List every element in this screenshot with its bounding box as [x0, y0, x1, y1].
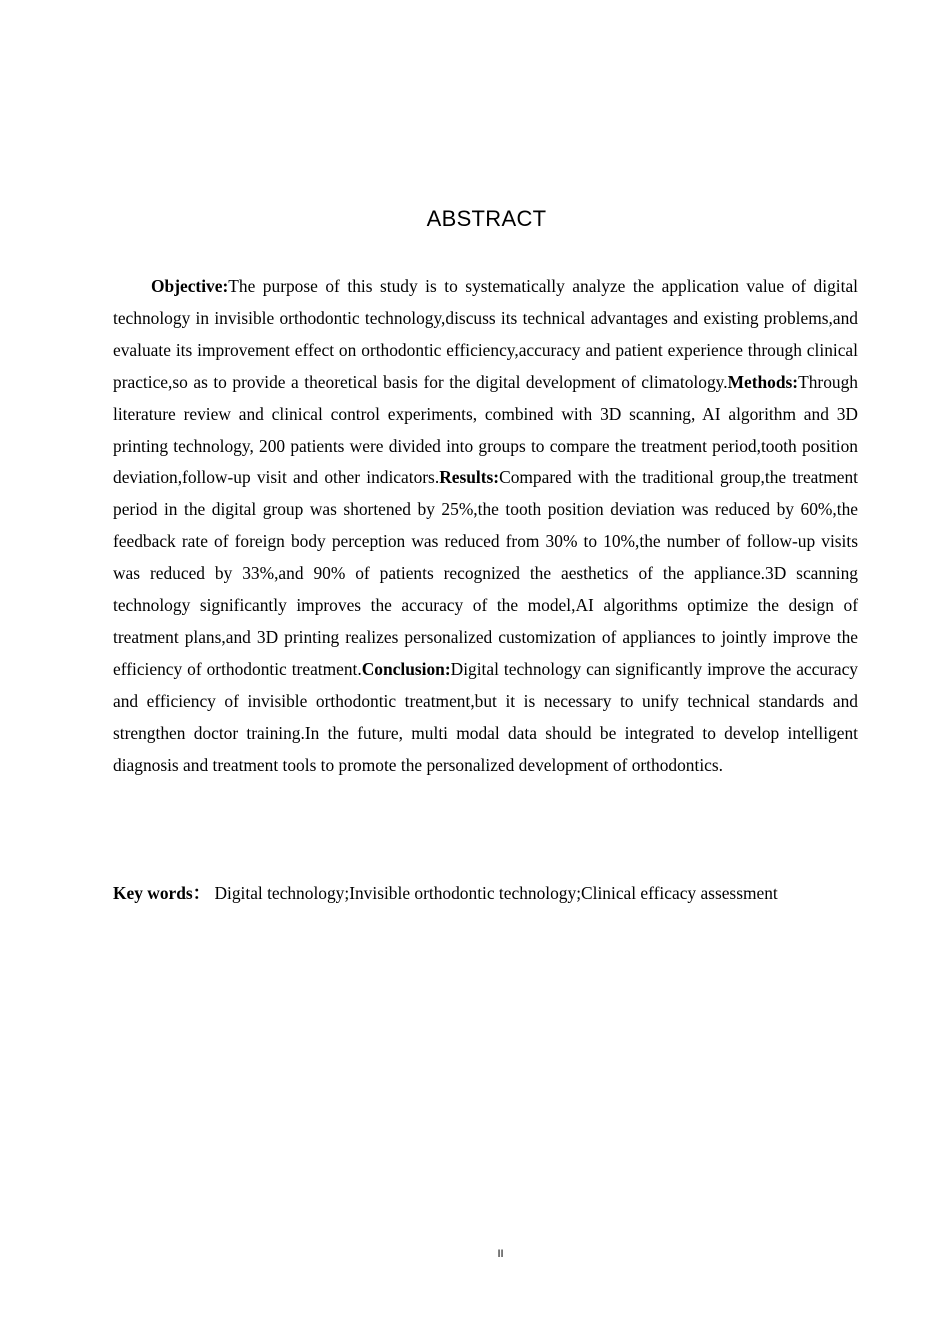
abstract-title: ABSTRACT: [426, 206, 547, 231]
conclusion-text: Digital technology can significantly improve the accuracy and efficiency of invisible orthodontic treatment,but it is necessary to unify technical standards and strengthen doctor training.In the future, multi modal data should be integrated to develop intelligent diagnosis and treatment tools to promote the personalized development of orthodontics.: [113, 658, 858, 775]
conclusion-label: Conclusion:: [361, 658, 451, 679]
results-label: Results:: [439, 467, 500, 488]
results-text: Compared with the traditional group,the treatment period in the digital group was shortened by 25%,the tooth position deviation was reduced by 60%,the feedback rate of foreign body perception was reduced from 30% to 10%,the number of follow-up visits was reduced by 33%,and 90% of patients recognized the aesthetics of the appliance.3D scanning technology significantly improves the accuracy of the model,AI algorithms optimize the design of treatment plans,and 3D printing realizes personalized customization of appliances to jointly improve the efficiency of orthodontic treatment.: [113, 467, 859, 679]
keywords-label: Key words：: [113, 883, 211, 903]
objective-label: Objective:: [151, 276, 229, 296]
keywords-line: [113, 878, 873, 909]
objective-text: The purpose of this study is to systematically analyze the application value of digital technology in invisible orthodontic technology,discuss its technical advantages and existing problems,and evaluate its improvement effect on orthodontic efficiency,accuracy and patient experience through clinical practice,so as to provide a theoretical basis for the digital development of climatology.: [113, 276, 858, 392]
keywords-text: Digital technology;Invisible orthodontic technology;Clinical efficacy assessment: [210, 883, 778, 903]
methods-label: Methods:: [727, 371, 799, 392]
page-number: II: [497, 1248, 504, 1260]
abstract-paragraph: [113, 271, 858, 782]
methods-text: Through literature review and clinical control experiments, combined with 3D scanning, AI algorithm and 3D printing technology, 200 patients were divided into groups to compare the treatment period,tooth position deviation,follow-up visit and other indicators.: [113, 371, 858, 488]
